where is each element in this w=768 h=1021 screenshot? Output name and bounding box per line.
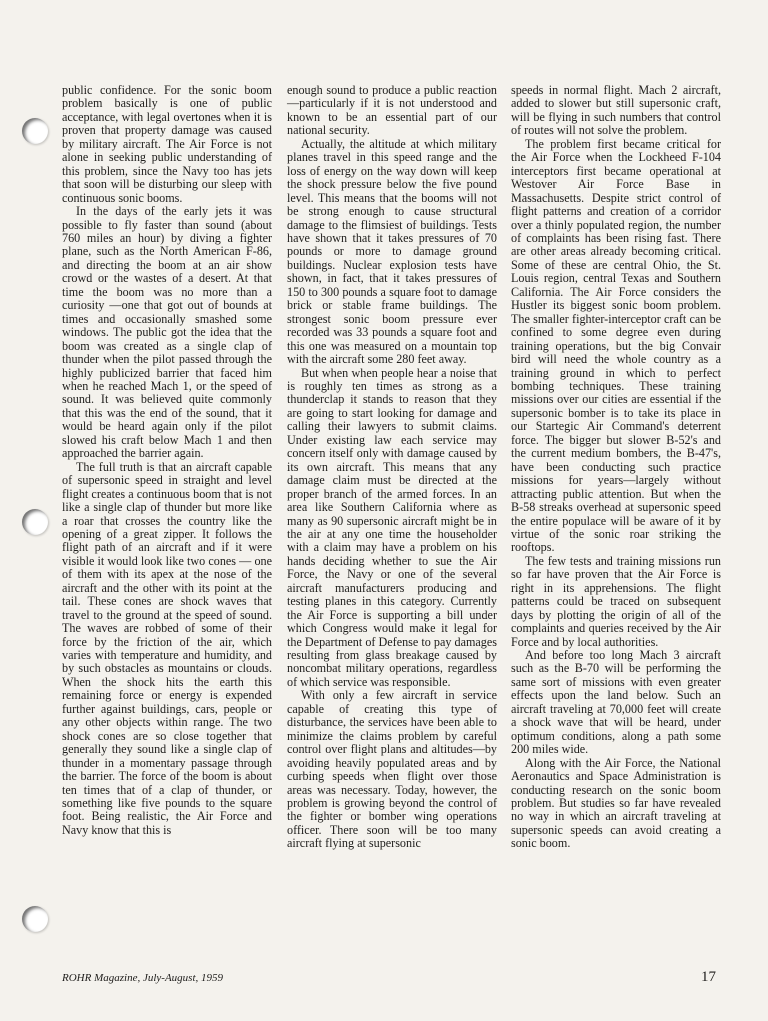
paragraph: The full truth is that an aircraft capable of supersonic speed in straight and level flight creates a continuous boom that is not like a single clap of thunder but more like a roar that crosses the country like the opening of a great zipper. It follows the flight path of an aircraft and if it were visible it would look like two cones — one of them with its apex at the nose of the aircraft and the other with its point at the tail. These cones are shock waves that travel to the ground at the speed of sound. The waves are robbed of some of their force by the friction of the air, which varies with temperature and humidity, and by such obstacles as mountains or clouds. When the shock hits the earth this remaining force or energy is expended further against buildings, cars, people or any other objects within range. The two shock cones are so close together that generally they sound like a single clap of thunder in a momentary passage through the barrier. The force of the boom is about ten times that of a clap of thunder, or something like five pounds to the square foot. Being realistic, the Air Force and Navy know that this is (62, 459, 272, 837)
paragraph: In the days of the early jets it was possible to fly faster than sound (about 760 miles an hour) by diving a fighter plane, such as the North American F-86, and directing the boom at an air show crowd or the wastes of a desert. At that time the boom was no more than a curiosity —one that got out of bounds at times and occasionally smashed some windows. The public got the idea that the boom was created as a single clap of thunder when the pilot passed through the highly publicized barrier that faced him when he reached Mach 1, or the speed of sound. It was believed quite commonly that this was the end of the sound, that it would be heard again only if the pilot slowed his craft below Mach 1 and then approached the barrier again. (62, 204, 272, 461)
paragraph: Along with the Air Force, the National Aeronautics and Space Administration is conducting research on the sonic boom problem. But studies so far have revealed no way in which an aircraft traveling at supersonic speeds can avoid creating a sonic boom. (511, 755, 721, 851)
text-column-3 (511, 84, 721, 851)
paragraph: enough sound to produce a public reaction—particularly if it is not understood and known to be an essential part of our national security. (287, 83, 497, 138)
paragraph: The few tests and training missions run so far have proven that the Air Force is right in its apprehensions. The flight patterns could be traced on subsequent days by plotting the origin of all of the complaints and queries received by the Air Force and by local authorities. (511, 553, 721, 649)
page-number: 17 (701, 969, 716, 985)
paragraph: But when when people hear a noise that is roughly ten times as strong as a thunderclap it stands to reason that they are going to start looking for damage and calling their lawyers to submit claims. Under existing law each service may concern itself only with damage caused by its own aircraft. This means that any damage claim must be directed at the proper branch of the armed forces. In an area like Southern California where as many as 90 supersonic aircraft might be in the air at any one time the householder with a claim may have a problem on his hands deciding whether to sue the Air Force, the Navy or one of the several aircraft manufacturers producing and testing planes in this category. Currently the Air Force is supporting a bill under which Congress would make it legal for the Department of Defense to pay damages resulting from glass breakage caused by noncombat military operations, regardless of which service was responsible. (287, 365, 497, 689)
paragraph: And before too long Mach 3 aircraft such as the B-70 will be performing the same sort of missions with even greater effects upon the land below. Such an aircraft traveling at 70,000 feet will create a shock wave that will be heard, under optimum conditions, along a path some 200 miles wide. (511, 648, 721, 757)
binder-hole-middle (22, 509, 48, 535)
text-column-1 (62, 84, 272, 837)
paragraph: speeds in normal flight. Mach 2 aircraft, added to slower but still supersonic craft, will be flying in such numbers that control of routes will not solve the problem. (511, 83, 721, 138)
paragraph: The problem first became critical for the Air Force when the Lockheed F-104 interceptors first became operational at Westover Air Force Base in Massachusetts. Despite strict control of flight patterns and creation of a corridor over a thinly populated region, the number of complaints has been rising fast. There are other areas already becoming critical. Some of these are central Ohio, the St. Louis region, central Texas and Southern California. The Air Force considers the Hustler its biggest sonic boom problem. The smaller fighter-interceptor craft can be confined to some degree even during training operations, but the big Convair bird will need the whole country as a training ground in which to perfect bombing techniques. These training missions over our cities are essential if the supersonic bomber is to take its place in our Startegic Air Command's deterrent force. The bigger but slower B-52's and the current medium bombers, the B-47's, have been conducting such practice missions for years—largely without attracting public attention. But when the B-58 streaks overhead at supersonic speed the entire populace will be aware of it by virtue of the sonic roar striking the rooftops. (511, 136, 721, 555)
paragraph: public confidence. For the sonic boom problem basically is one of public acceptance, with legal overtones when it is proven that property damage was caused by military aircraft. The Air Force is not alone in seeking public understanding of this problem, since the Navy too has jets that soon will be disturbing our sleep with continuous sonic booms. (62, 83, 272, 205)
paragraph: Actually, the altitude at which military planes travel in this speed range and the loss of energy on the way down will keep the shock pressure below the five pound level. This means that the booms will not be strong enough to cause structural damage to the flimsiest of buildings. Tests have shown that it takes pressures of 70 pounds or more to damage ground buildings. Nuclear explosion tests have shown, in fact, that it takes pressures of 150 to 300 pounds a square foot to damage brick or stable frame buildings. The strongest sonic boom pressure ever recorded was 33 pounds a square foot and this one was measured on a mountain top with the aircraft some 280 feet away. (287, 136, 497, 367)
binder-hole-top (22, 118, 48, 144)
text-column-2 (287, 84, 497, 851)
publication-footer: ROHR Magazine, July-August, 1959 (62, 972, 223, 984)
binder-hole-bottom (22, 906, 48, 932)
paragraph: With only a few aircraft in service capable of creating this type of disturbance, the services have been able to minimize the claims problem by careful control over flight plans and altitudes—by avoiding heavily populated areas and by curbing speeds when flight over those areas was necessary. Today, however, the problem is growing beyond the control of the fighter or bomber wing operations officer. There soon will be too many aircraft flying at supersonic (287, 688, 497, 851)
